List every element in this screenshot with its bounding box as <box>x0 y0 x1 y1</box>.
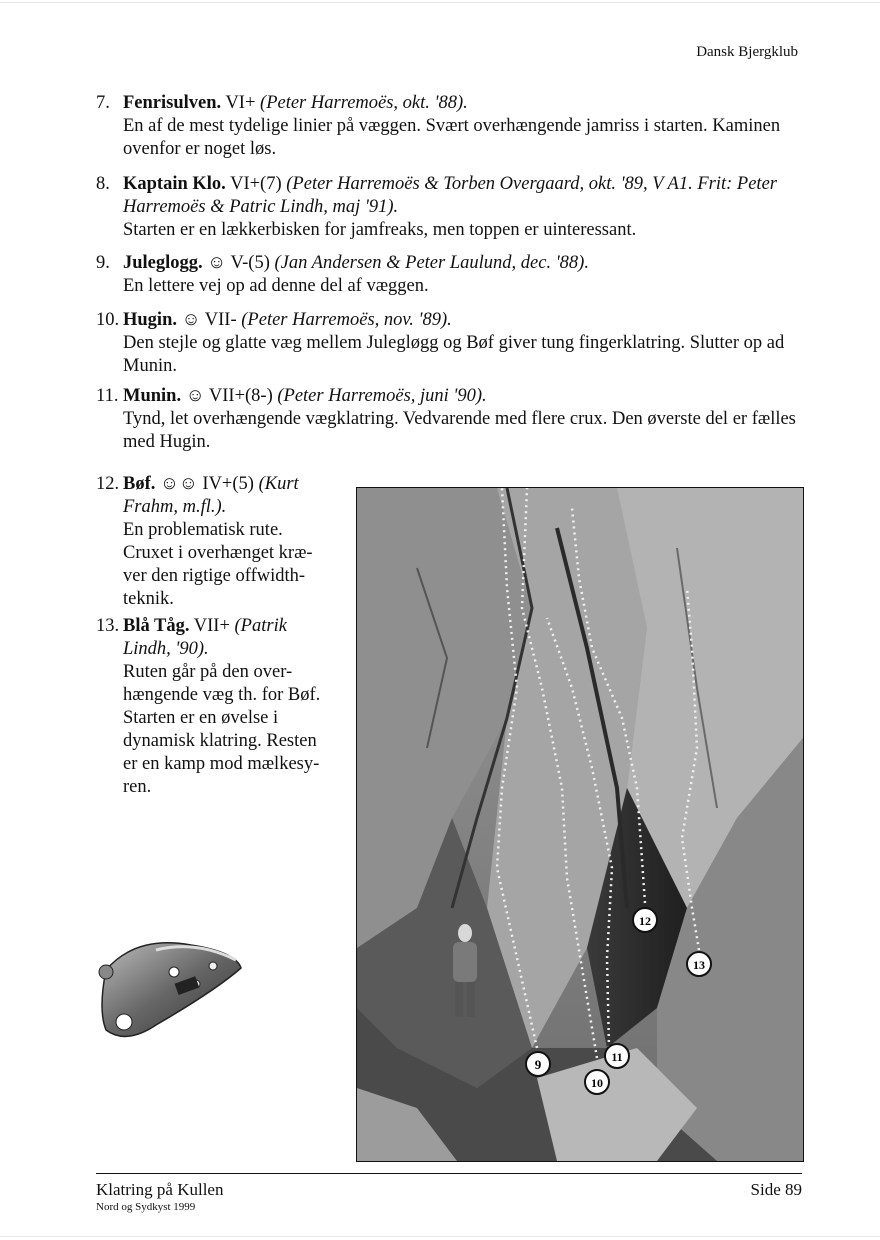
header-club: Dansk Bjergklub <box>696 44 798 60</box>
footer-rule <box>96 1173 802 1174</box>
route-grade: VI+(7) <box>225 174 287 194</box>
page-number: Side 89 <box>750 1180 802 1199</box>
scan-top-edge <box>0 2 880 3</box>
footer-title: Klatring på Kullen <box>96 1180 224 1199</box>
route-grade: ☺☺ IV+(5) <box>155 474 259 494</box>
route-name: Hugin. <box>123 310 177 330</box>
route-name: Blå Tåg. <box>123 616 190 636</box>
route-grade: VII+ <box>189 616 235 636</box>
route-description: En af de mest tydelige linier på væggen. Svært overhængende jamriss i starten. Kaminen ovenfor er noget løs. <box>123 116 781 159</box>
svg-text:13: 13 <box>693 958 705 972</box>
route-description: Den stejle og glatte væg mellem Julegløgg og Bøf giver tung fingerklatring. Slutter op ad Munin. <box>123 333 785 376</box>
route-grade: ☺ V-(5) <box>202 253 275 273</box>
route-entry <box>96 252 796 298</box>
svg-text:12: 12 <box>639 914 651 928</box>
route-name: Munin. <box>123 386 182 406</box>
route-entry <box>96 309 796 378</box>
route-credit: (Patrik Lindh, '90). <box>123 616 287 659</box>
route-credit: (Kurt Frahm, m.fl.). <box>123 474 299 517</box>
route-number: 13. <box>96 616 120 636</box>
route-entry <box>96 385 796 454</box>
scan-bottom-edge <box>0 1236 880 1237</box>
route-description: En lettere vej op ad denne del af væggen. <box>123 276 429 296</box>
route-credit: (Jan Andersen & Peter Laulund, dec. '88). <box>274 253 589 273</box>
route-credit: (Peter Harremoës, okt. '88). <box>260 93 468 113</box>
route-number: 10. <box>96 310 120 330</box>
route-number: 12. <box>96 474 120 494</box>
route-name: Bøf. <box>123 474 156 494</box>
route-description: Starten er en lækkerbisken for jamfreaks, men toppen er uinteressant. <box>123 220 637 240</box>
route-number: 11. <box>96 386 119 406</box>
route-entry <box>96 473 331 611</box>
footer-subtitle: Nord og Sydkyst 1999 <box>96 1201 196 1213</box>
route-marker-9 <box>526 1052 550 1076</box>
svg-text:9: 9 <box>534 1057 542 1072</box>
belay-device-illustration <box>96 930 246 1045</box>
route-marker-11 <box>605 1044 629 1068</box>
route-marker-13 <box>687 952 711 976</box>
route-credit: (Peter Harremoës, juni '90). <box>277 386 487 406</box>
svg-text:11: 11 <box>611 1050 623 1064</box>
route-name: Kaptain Klo. <box>123 174 226 194</box>
route-number: 7. <box>96 93 110 113</box>
route-marker-10 <box>585 1070 609 1094</box>
route-entry <box>96 615 331 799</box>
route-description: Ruten går på den over-hængende væg th. for Bøf. Starten er en øvelse i dynamisk klatring. Resten er en kamp mod mælkesy-ren. <box>123 662 321 797</box>
route-credit: (Peter Harremoës & Torben Overgaard, okt. '89, V A1. Frit: Peter Harremoës & Patric Lindh, maj '91). <box>123 174 777 217</box>
route-grade: ☺ VII+(8-) <box>181 386 278 406</box>
route-grade: ☺ VII- <box>176 310 242 330</box>
route-entry <box>96 173 796 242</box>
route-marker-12 <box>633 908 657 932</box>
route-credit: (Peter Harremoës, nov. '89). <box>241 310 452 330</box>
route-name: Juleglogg. <box>123 253 203 273</box>
svg-text:10: 10 <box>591 1076 603 1090</box>
route-grade: VI+ <box>221 93 261 113</box>
route-description: Tynd, let overhængende vægklatring. Vedvarende med flere crux. Den øverste del er fælles med Hugin. <box>123 409 796 452</box>
route-number: 9. <box>96 253 110 273</box>
route-description: En problematisk rute. Cruxet i overhænget kræ-ver den rigtige offwidth-teknik. <box>123 520 313 609</box>
route-name: Fenrisulven. <box>123 93 222 113</box>
route-number: 8. <box>96 174 110 194</box>
rock-wall-photo <box>356 487 804 1162</box>
route-entry <box>96 92 796 161</box>
